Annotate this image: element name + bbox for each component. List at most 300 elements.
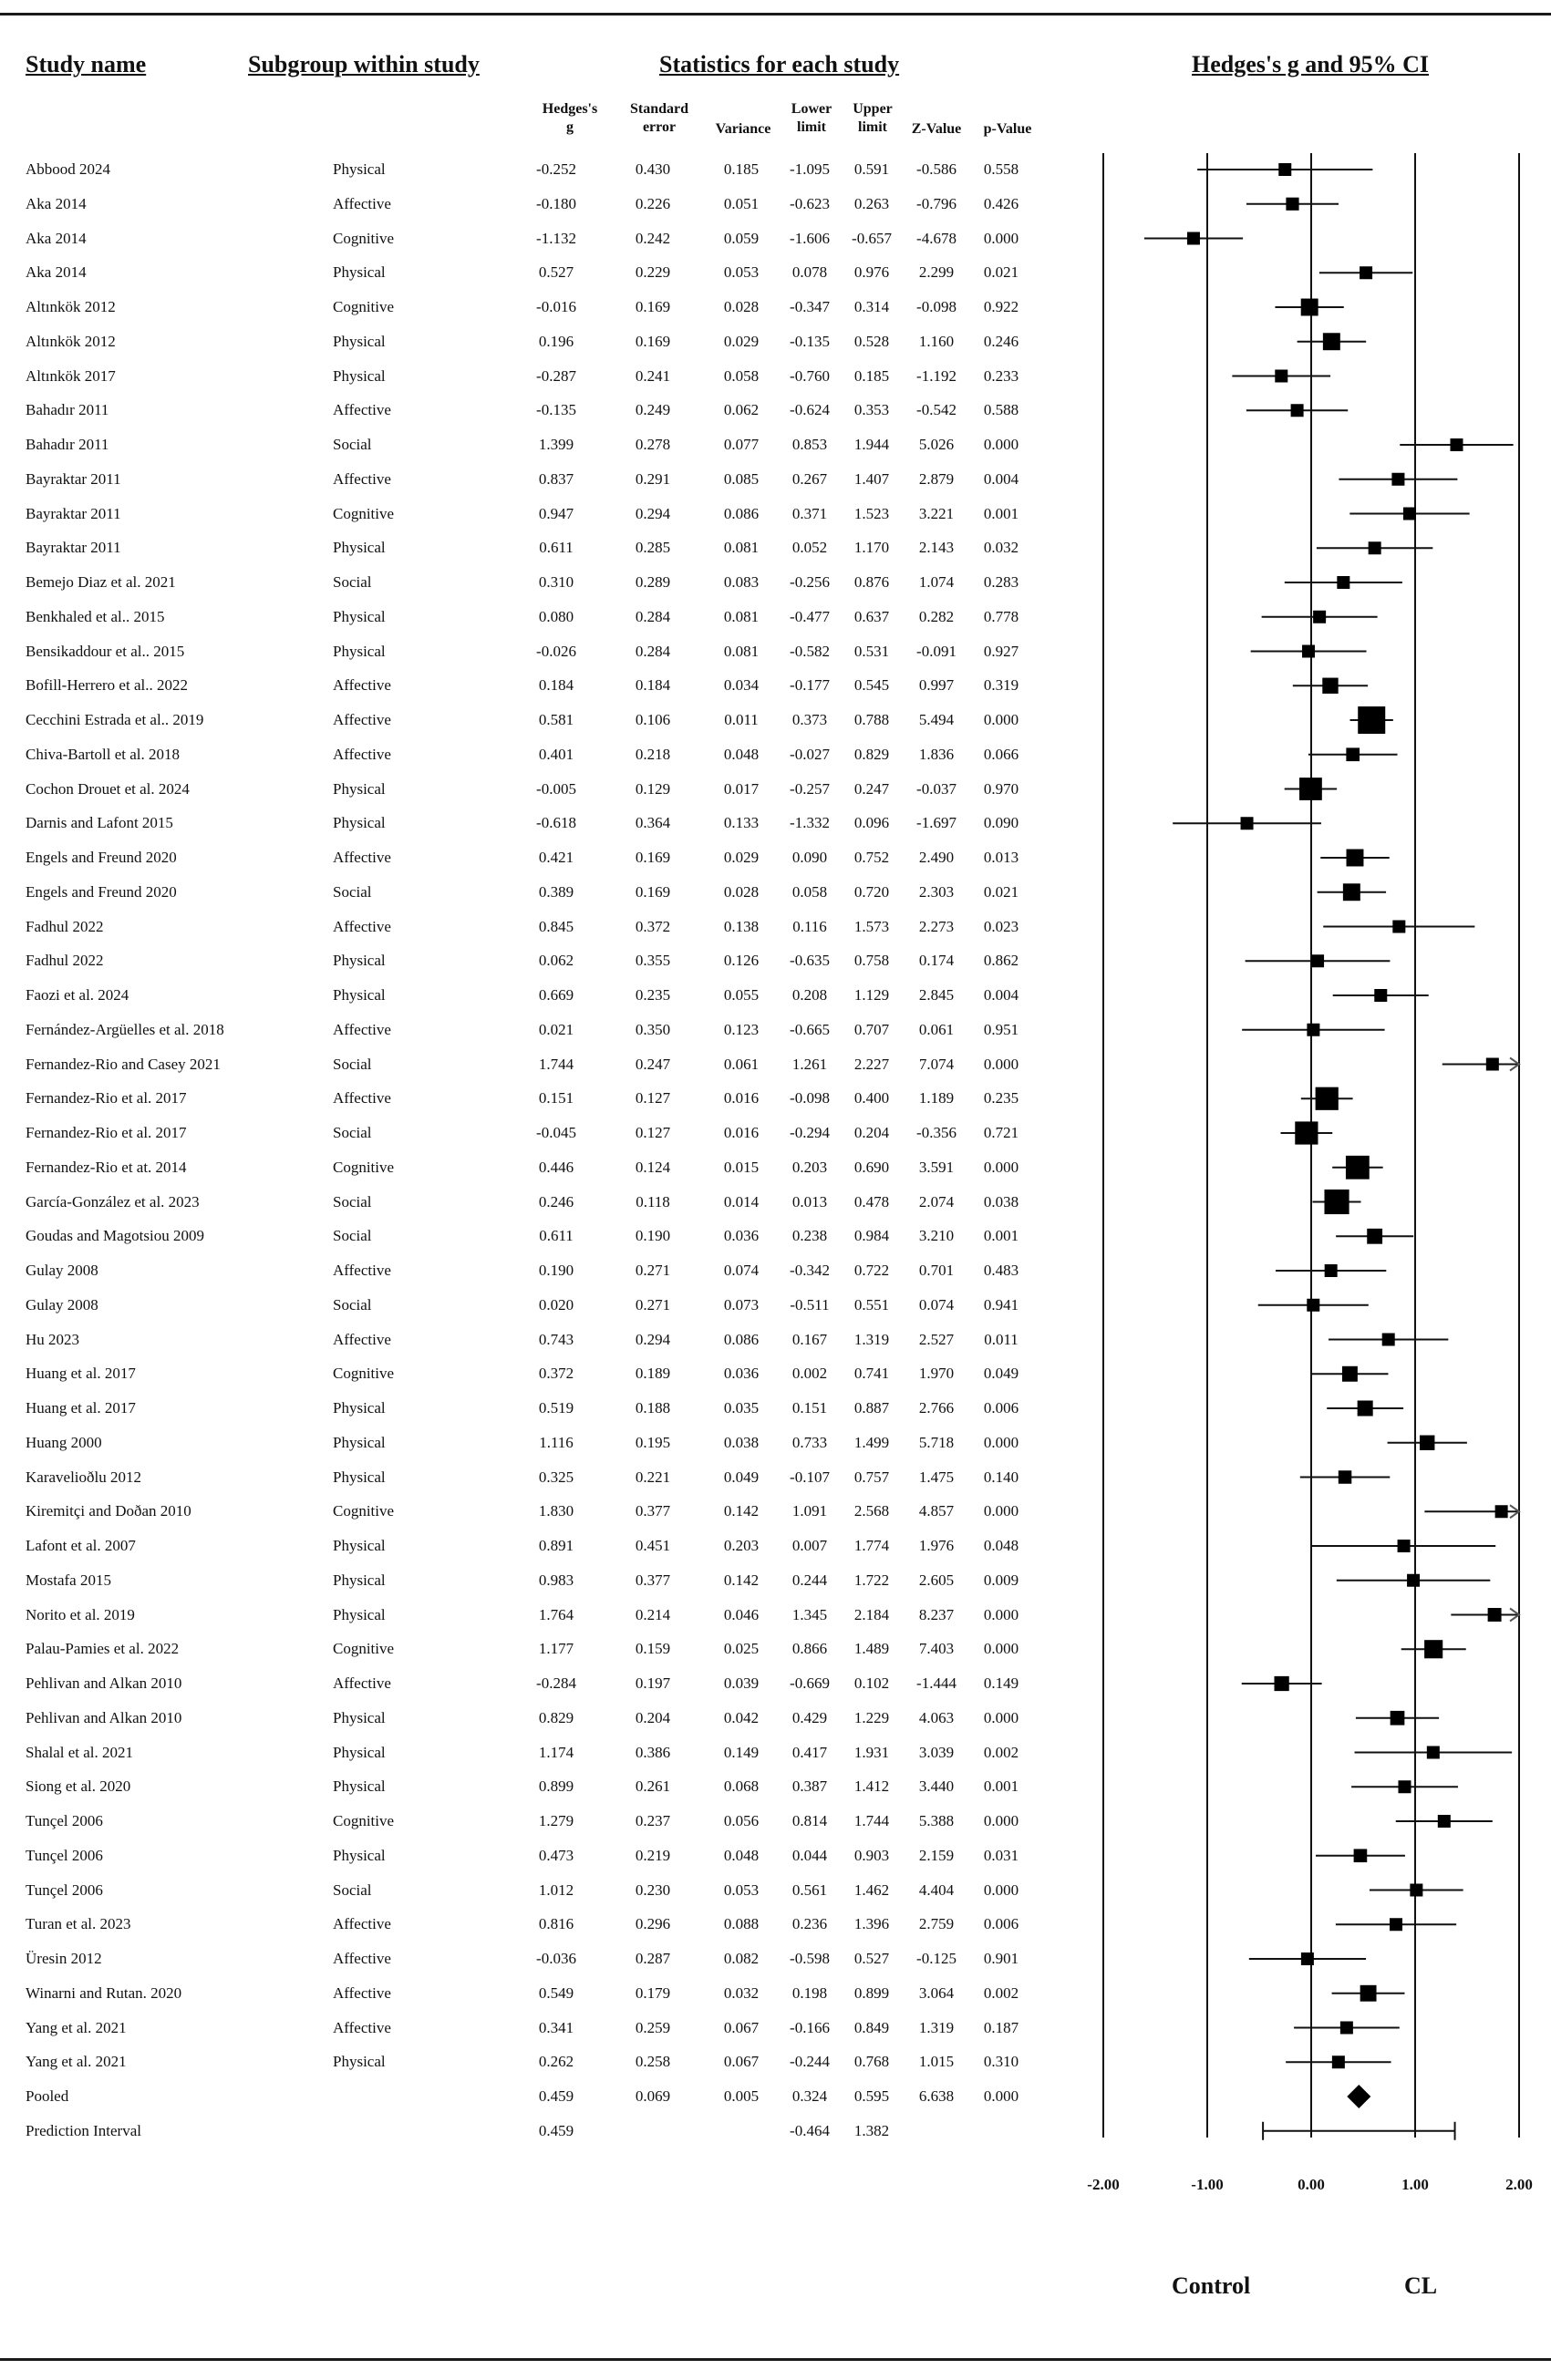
effect-size-marker <box>1347 850 1364 867</box>
study-name-cell: Aka 2014 <box>26 194 87 212</box>
study-name-cell: Karavelioðlu 2012 <box>26 1468 141 1486</box>
p-value-cell: 0.006 <box>983 1399 1019 1417</box>
hedges-g-cell: 0.947 <box>538 504 574 522</box>
subgroup-cell: Affective <box>333 1020 391 1038</box>
p-value-cell: 0.483 <box>983 1262 1019 1279</box>
p-value-cell: 0.009 <box>983 1571 1019 1589</box>
standard-error-cell: 0.284 <box>635 607 671 625</box>
subgroup-cell: Physical <box>333 952 386 970</box>
variance-cell: 0.082 <box>723 1950 760 1967</box>
effect-size-marker <box>1360 266 1372 279</box>
subgroup-cell: Physical <box>333 1605 386 1623</box>
p-value-cell: 0.970 <box>983 779 1019 798</box>
upper-limit-cell: 1.129 <box>853 986 890 1004</box>
subgroup-cell: Affective <box>333 711 391 728</box>
lower-limit-cell: -0.477 <box>790 607 830 625</box>
effect-size-marker <box>1323 333 1340 350</box>
effect-size-marker <box>1424 1640 1442 1658</box>
hedges-g-cell: 0.473 <box>538 1846 574 1864</box>
subgroup-cell: Affective <box>333 745 391 763</box>
p-value-cell: 0.558 <box>983 160 1019 178</box>
z-value-cell: 1.189 <box>918 1089 955 1108</box>
z-value-cell: 2.527 <box>918 1330 955 1348</box>
subgroup-cell: Physical <box>333 332 386 350</box>
col-header-variance: Variance <box>715 121 771 137</box>
effect-size-marker <box>1354 1849 1368 1862</box>
subgroup-cell: Physical <box>333 263 386 282</box>
study-name-cell: Yang et al. 2021 <box>26 2018 127 2036</box>
p-value-cell: 0.319 <box>983 676 1019 695</box>
variance-cell: 0.017 <box>723 779 760 798</box>
hedges-g-cell: 0.446 <box>538 1158 574 1176</box>
upper-limit-cell: 0.720 <box>853 882 890 901</box>
p-value-cell: 0.187 <box>983 2018 1019 2036</box>
variance-cell: 0.036 <box>723 1227 760 1245</box>
study-name-cell: Bemejo Diaz et al. 2021 <box>26 573 176 591</box>
effect-size-marker <box>1343 883 1360 901</box>
upper-limit-cell: 0.591 <box>853 160 890 178</box>
z-value-cell: -1.444 <box>916 1674 956 1692</box>
p-value-cell: 0.922 <box>983 298 1019 315</box>
variance-cell: 0.028 <box>723 882 760 901</box>
subgroup-cell: Physical <box>333 1777 386 1796</box>
subgroup-cell: Cognitive <box>333 1640 395 1658</box>
subgroup-cell: Physical <box>333 1399 386 1417</box>
z-value-cell: 2.490 <box>918 849 955 866</box>
statistics-header: Statistics for each study <box>659 51 900 77</box>
lower-limit-cell: -1.606 <box>790 229 830 247</box>
standard-error-cell: 0.372 <box>635 917 671 935</box>
standard-error-cell: 0.287 <box>635 1950 671 1967</box>
lower-limit-cell: 0.044 <box>791 1846 828 1864</box>
hedges-g-cell: -0.252 <box>536 160 576 178</box>
upper-limit-cell: 0.768 <box>853 2053 890 2071</box>
variance-cell: 0.074 <box>723 1262 760 1279</box>
study-name-cell: Gulay 2008 <box>26 1295 98 1314</box>
z-value-cell: -1.192 <box>916 366 956 385</box>
subgroup-cell: Social <box>333 1124 372 1141</box>
upper-limit-cell: 1.523 <box>853 504 890 522</box>
upper-limit-cell: 0.528 <box>853 332 890 350</box>
z-value-cell: 1.836 <box>918 745 955 763</box>
standard-error-cell: 0.235 <box>635 986 671 1004</box>
standard-error-cell: 0.169 <box>635 882 671 901</box>
variance-cell: 0.133 <box>723 814 760 832</box>
standard-error-cell: 0.188 <box>635 1399 671 1417</box>
p-value-cell: 0.000 <box>983 1708 1019 1726</box>
study-name-cell: Bofill-Herrero et al.. 2022 <box>26 676 188 695</box>
lower-limit-cell: 0.013 <box>791 1192 828 1211</box>
p-value-cell: 0.000 <box>983 436 1019 453</box>
variance-cell: 0.015 <box>723 1158 760 1176</box>
col-header-upper-limit: Upper limit <box>853 101 893 135</box>
effect-size-marker <box>1495 1505 1508 1518</box>
z-value-cell: 2.159 <box>918 1846 955 1864</box>
standard-error-cell: 0.364 <box>635 814 671 832</box>
z-value-cell: 1.160 <box>918 332 955 350</box>
hedges-g-cell: 0.310 <box>538 573 574 591</box>
lower-limit-cell: 0.373 <box>791 711 828 728</box>
study-name-cell: Chiva-Bartoll et al. 2018 <box>26 745 181 763</box>
hedges-g-cell: 0.080 <box>538 607 574 625</box>
hedges-g-cell: 0.184 <box>538 676 574 695</box>
prediction-hedges-g-cell: 0.459 <box>538 2121 574 2139</box>
p-value-cell: 0.000 <box>983 1502 1019 1520</box>
effect-size-marker <box>1275 1676 1289 1691</box>
variance-cell: 0.029 <box>723 849 760 866</box>
effect-size-marker <box>1332 2055 1345 2068</box>
subgroup-cell: Affective <box>333 1915 391 1933</box>
lower-limit-cell: 0.167 <box>791 1330 828 1348</box>
standard-error-cell: 0.124 <box>635 1158 671 1176</box>
standard-error-cell: 0.249 <box>635 401 671 419</box>
hedges-g-cell: 0.151 <box>538 1089 574 1108</box>
hedges-g-cell: -0.618 <box>536 814 576 832</box>
p-value-cell: 0.004 <box>983 469 1019 488</box>
p-value-cell: 0.048 <box>983 1537 1019 1554</box>
hedges-g-cell: 0.021 <box>538 1020 574 1038</box>
upper-limit-cell: 0.263 <box>853 194 890 212</box>
upper-limit-cell: 1.407 <box>853 469 890 488</box>
variance-cell: 0.046 <box>723 1605 760 1623</box>
col-header-lower-limit: Lower limit <box>791 101 832 135</box>
hedges-g-cell: 0.816 <box>538 1915 574 1933</box>
effect-size-marker <box>1403 508 1416 520</box>
hedges-g-cell: 0.549 <box>538 1983 574 2002</box>
p-value-cell: 0.066 <box>983 745 1019 763</box>
p-value-cell: 0.002 <box>983 1983 1019 2002</box>
upper-limit-cell: 0.545 <box>853 676 890 695</box>
p-value-cell: 0.778 <box>983 607 1019 625</box>
lower-limit-cell: 0.238 <box>791 1227 828 1245</box>
effect-size-marker <box>1410 1884 1422 1897</box>
hedges-g-cell: 1.399 <box>538 436 574 453</box>
z-value-cell: 0.074 <box>918 1295 955 1314</box>
upper-limit-cell: 1.229 <box>853 1708 890 1726</box>
p-value-cell: 0.426 <box>983 194 1019 212</box>
effect-size-marker <box>1346 1156 1370 1180</box>
col-header-p-value: p-Value <box>983 121 1032 137</box>
p-value-cell: 0.021 <box>983 263 1019 282</box>
upper-limit-cell: 1.412 <box>853 1777 890 1796</box>
upper-limit-cell: 0.722 <box>853 1262 890 1279</box>
variance-cell: 0.067 <box>723 2018 760 2036</box>
effect-size-marker <box>1311 954 1324 967</box>
p-value-cell: 0.310 <box>983 2053 1019 2071</box>
study-name-cell: Faozi et al. 2024 <box>26 986 129 1004</box>
study-name-cell: Shalal et al. 2021 <box>26 1743 134 1761</box>
effect-size-marker <box>1486 1058 1499 1071</box>
effect-size-marker <box>1360 1985 1377 2002</box>
effect-size-marker <box>1301 299 1318 316</box>
effect-size-marker <box>1407 1574 1420 1587</box>
upper-limit-cell: 0.752 <box>853 849 890 866</box>
z-value-cell: 3.221 <box>918 504 955 522</box>
z-value-cell: 1.015 <box>918 2053 955 2071</box>
hedges-g-cell: 0.062 <box>538 952 574 970</box>
standard-error-cell: 0.355 <box>635 952 671 970</box>
hedges-g-cell: 0.246 <box>538 1192 574 1211</box>
hedges-g-cell: 0.845 <box>538 917 574 935</box>
upper-limit-cell: 1.462 <box>853 1880 890 1899</box>
z-value-cell: 2.303 <box>918 882 955 901</box>
p-value-cell: 0.000 <box>983 1433 1019 1451</box>
subgroup-cell: Affective <box>333 849 391 866</box>
standard-error-cell: 0.377 <box>635 1571 671 1589</box>
variance-cell: 0.061 <box>723 1055 760 1073</box>
standard-error-cell: 0.195 <box>635 1433 671 1451</box>
upper-limit-cell: 1.774 <box>853 1537 890 1554</box>
standard-error-cell: 0.386 <box>635 1743 671 1761</box>
hedges-g-cell: -0.026 <box>536 642 576 660</box>
standard-error-cell: 0.350 <box>635 1020 671 1038</box>
subgroup-cell: Physical <box>333 1537 386 1554</box>
standard-error-cell: 0.285 <box>635 539 671 557</box>
x-tick-label: 0.00 <box>1298 2176 1325 2193</box>
upper-limit-cell: 1.489 <box>853 1640 890 1658</box>
p-value-cell: 0.001 <box>983 1777 1019 1796</box>
study-name-cell: Aka 2014 <box>26 229 87 247</box>
lower-limit-cell: -0.166 <box>790 2018 830 2036</box>
upper-limit-cell: 1.396 <box>853 1915 890 1933</box>
variance-cell: 0.053 <box>723 1880 760 1899</box>
lower-limit-cell: -0.623 <box>790 194 830 212</box>
upper-limit-cell: 0.707 <box>853 1020 890 1038</box>
subgroup-cell: Physical <box>333 1433 386 1451</box>
hedges-g-cell: -0.045 <box>536 1124 576 1141</box>
variance-cell: 0.085 <box>723 469 760 488</box>
hedges-g-cell: 0.829 <box>538 1708 574 1726</box>
effect-size-marker <box>1322 678 1338 694</box>
hedges-g-cell: 0.020 <box>538 1295 574 1314</box>
standard-error-cell: 0.237 <box>635 1812 671 1829</box>
upper-limit-cell: 0.876 <box>853 573 890 591</box>
effect-size-marker <box>1301 1952 1314 1965</box>
hedges-g-cell: 0.519 <box>538 1399 574 1417</box>
subgroup-cell: Cognitive <box>333 229 395 247</box>
standard-error-cell: 0.242 <box>635 229 671 247</box>
lower-limit-cell: 0.387 <box>791 1777 828 1796</box>
upper-limit-cell: 0.353 <box>853 401 890 419</box>
study-name-cell: García-González et al. 2023 <box>26 1192 200 1211</box>
p-value-cell: 0.235 <box>983 1089 1019 1108</box>
study-name-cell: Benkhaled et al.. 2015 <box>26 607 165 625</box>
standard-error-cell: 0.271 <box>635 1262 671 1279</box>
z-value-cell: 2.143 <box>918 539 955 557</box>
study-name-cell: Engels and Freund 2020 <box>26 882 177 901</box>
hedges-g-cell: 0.983 <box>538 1571 574 1589</box>
subgroup-cell: Affective <box>333 1262 391 1279</box>
p-value-cell: 0.032 <box>983 539 1019 557</box>
effect-size-marker <box>1313 611 1326 623</box>
standard-error-cell: 0.169 <box>635 849 671 866</box>
standard-error-cell: 0.106 <box>635 711 671 728</box>
lower-limit-cell: 0.002 <box>791 1365 828 1383</box>
lower-limit-cell: 0.866 <box>791 1640 828 1658</box>
cl-label: CL <box>1404 2272 1438 2299</box>
subgroup-cell: Social <box>333 436 372 453</box>
effect-size-marker <box>1291 404 1304 417</box>
subgroup-cell: Cognitive <box>333 298 395 315</box>
upper-limit-cell: 0.903 <box>853 1846 890 1864</box>
p-value-cell: 0.927 <box>983 642 1019 660</box>
lower-limit-cell: 0.244 <box>791 1571 828 1589</box>
upper-limit-cell: 0.247 <box>853 779 890 798</box>
upper-limit-cell: 2.227 <box>853 1055 890 1073</box>
variance-cell: 0.081 <box>723 539 760 557</box>
hedges-g-cell: -0.016 <box>536 298 576 315</box>
p-value-cell: 0.000 <box>983 1880 1019 1899</box>
upper-limit-cell: 0.551 <box>853 1295 890 1314</box>
hedges-g-cell: 0.325 <box>538 1468 574 1486</box>
standard-error-cell: 0.204 <box>635 1708 671 1726</box>
z-value-cell: 0.282 <box>918 607 955 625</box>
variance-cell: 0.123 <box>723 1020 760 1038</box>
effect-size-marker <box>1316 1087 1339 1110</box>
hedges-g-cell: -1.132 <box>536 229 576 247</box>
upper-limit-cell: 0.400 <box>853 1089 890 1108</box>
subgroup-cell: Physical <box>333 779 386 798</box>
variance-cell: 0.142 <box>723 1502 760 1520</box>
effect-size-marker <box>1340 2022 1353 2035</box>
hedges-g-cell: 0.743 <box>538 1330 574 1348</box>
lower-limit-cell: 0.116 <box>792 917 827 935</box>
study-name-cell: Darnis and Lafont 2015 <box>26 814 173 832</box>
variance-cell: 0.048 <box>723 745 760 763</box>
p-value-cell: 0.283 <box>983 573 1019 591</box>
subgroup-cell: Cognitive <box>333 1365 395 1383</box>
upper-limit-cell: 2.568 <box>853 1502 890 1520</box>
subgroup-cell: Affective <box>333 1950 391 1967</box>
upper-limit-cell: 1.722 <box>853 1571 890 1589</box>
upper-limit-cell: 1.499 <box>853 1433 890 1451</box>
pooled-standard-error-cell: 0.069 <box>635 2087 671 2105</box>
variance-cell: 0.126 <box>723 952 760 970</box>
variance-cell: 0.039 <box>723 1674 760 1692</box>
standard-error-cell: 0.289 <box>635 573 671 591</box>
variance-cell: 0.081 <box>723 642 760 660</box>
z-value-cell: -0.356 <box>916 1124 956 1141</box>
p-value-cell: 0.140 <box>983 1468 1019 1486</box>
hedges-g-cell: 0.891 <box>538 1537 574 1554</box>
variance-cell: 0.051 <box>723 194 760 212</box>
standard-error-cell: 0.291 <box>635 469 671 488</box>
z-value-cell: 2.845 <box>918 986 955 1004</box>
z-value-cell: 5.388 <box>918 1812 955 1829</box>
effect-size-marker <box>1299 778 1322 800</box>
lower-limit-cell: -0.107 <box>790 1468 830 1486</box>
z-value-cell: 2.759 <box>918 1915 955 1933</box>
z-value-cell: 2.605 <box>918 1571 955 1589</box>
upper-limit-cell: 1.319 <box>853 1330 890 1348</box>
z-value-cell: 4.404 <box>918 1880 955 1899</box>
study-name-cell: Huang 2000 <box>26 1433 102 1451</box>
lower-limit-cell: 0.417 <box>791 1743 828 1761</box>
p-value-cell: 0.006 <box>983 1915 1019 1933</box>
z-value-cell: 0.701 <box>918 1262 955 1279</box>
lower-limit-cell: -0.582 <box>790 642 830 660</box>
lower-limit-cell: -0.342 <box>790 1262 830 1279</box>
standard-error-cell: 0.377 <box>635 1502 671 1520</box>
lower-limit-cell: 0.371 <box>791 504 828 522</box>
study-name-cell: Bayraktar 2011 <box>26 504 121 522</box>
standard-error-cell: 0.214 <box>635 1605 671 1623</box>
study-name-cell: Yang et al. 2021 <box>26 2053 127 2071</box>
hedges-g-cell: 0.669 <box>538 986 574 1004</box>
standard-error-cell: 0.218 <box>635 745 671 763</box>
study-name-cell: Cochon Drouet et al. 2024 <box>26 779 190 798</box>
pooled-z-value-cell: 6.638 <box>918 2087 955 2105</box>
hedges-g-cell: -0.180 <box>536 194 576 212</box>
subgroup-header: Subgroup within study <box>248 51 480 77</box>
effect-size-marker <box>1438 1815 1451 1828</box>
study-name-cell: Bayraktar 2011 <box>26 539 121 557</box>
upper-limit-cell: 0.531 <box>853 642 890 660</box>
study-name-cell: Palau-Pamies et al. 2022 <box>26 1640 180 1658</box>
study-name-cell: Turan et al. 2023 <box>26 1915 131 1933</box>
study-name-cell: Pehlivan and Alkan 2010 <box>26 1674 182 1692</box>
variance-cell: 0.185 <box>723 160 760 178</box>
upper-limit-cell: 0.976 <box>853 263 890 282</box>
study-name-cell: Kiremitçi and Doðan 2010 <box>26 1502 191 1520</box>
lower-limit-cell: -0.294 <box>790 1124 830 1141</box>
effect-size-marker <box>1346 747 1360 761</box>
p-value-cell: 0.000 <box>983 229 1019 247</box>
subgroup-cell: Physical <box>333 1846 386 1864</box>
effect-size-marker <box>1342 1366 1358 1382</box>
x-tick-label: -2.00 <box>1087 2176 1120 2193</box>
hedges-g-cell: 0.611 <box>539 1227 574 1245</box>
prediction-interval-label: Prediction Interval <box>26 2121 141 2139</box>
study-name-cell: Abbood 2024 <box>26 160 111 178</box>
hedges-g-cell: -0.005 <box>536 779 576 798</box>
standard-error-cell: 0.229 <box>635 263 671 282</box>
variance-cell: 0.142 <box>723 1571 760 1589</box>
variance-cell: 0.011 <box>724 711 759 728</box>
standard-error-cell: 0.127 <box>635 1089 671 1108</box>
subgroup-cell: Physical <box>333 607 386 625</box>
effect-size-marker <box>1358 706 1385 734</box>
standard-error-cell: 0.296 <box>635 1915 671 1933</box>
effect-size-marker <box>1382 1334 1395 1346</box>
study-name-cell: Aka 2014 <box>26 263 87 282</box>
study-name-cell: Mostafa 2015 <box>26 1571 111 1589</box>
p-value-cell: 0.038 <box>983 1192 1019 1211</box>
pooled-upper-limit-cell: 0.595 <box>853 2087 890 2105</box>
standard-error-cell: 0.189 <box>635 1365 671 1383</box>
lower-limit-cell: -0.256 <box>790 573 830 591</box>
z-value-cell: 2.273 <box>918 917 955 935</box>
subgroup-cell: Affective <box>333 676 391 695</box>
study-name-cell: Altınkök 2012 <box>26 332 116 350</box>
study-name-cell: Goudas and Magotsiou 2009 <box>26 1227 204 1245</box>
lower-limit-cell: -1.095 <box>790 160 830 178</box>
hedges-g-cell: 1.116 <box>539 1433 574 1451</box>
lower-limit-cell: 0.853 <box>791 436 828 453</box>
z-value-cell: -0.098 <box>916 298 956 315</box>
standard-error-cell: 0.129 <box>635 779 671 798</box>
z-value-cell: 8.237 <box>918 1605 955 1623</box>
hedges-g-cell: 0.527 <box>538 263 574 282</box>
lower-limit-cell: 1.345 <box>791 1605 828 1623</box>
study-name-cell: Fadhul 2022 <box>26 917 104 935</box>
effect-size-marker <box>1427 1746 1440 1759</box>
lower-limit-cell: 0.058 <box>791 882 828 901</box>
standard-error-cell: 0.261 <box>635 1777 671 1796</box>
p-value-cell: 0.000 <box>983 1158 1019 1176</box>
z-value-cell: -0.037 <box>916 779 956 798</box>
pooled-label: Pooled <box>26 2087 69 2105</box>
